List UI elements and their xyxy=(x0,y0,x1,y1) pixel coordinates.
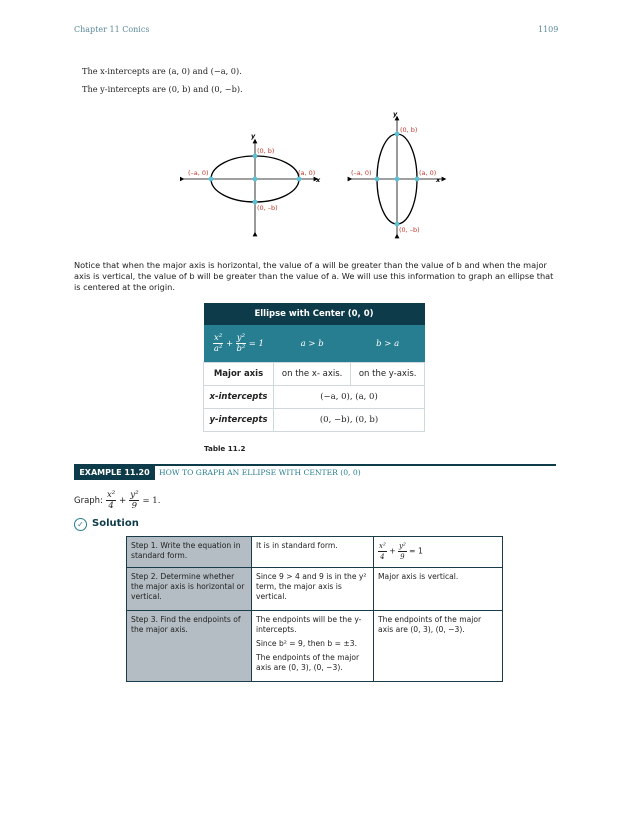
vertical-ellipse-graph xyxy=(350,110,444,236)
top-label: (0, b) xyxy=(400,126,418,134)
table-row: x-intercepts (−a, 0), (a, 0) xyxy=(204,386,425,409)
left-label: (–a, 0) xyxy=(188,169,209,177)
point-right xyxy=(415,177,420,182)
x-axis-label: x xyxy=(436,176,441,184)
x-intercepts-line: The x-intercepts are (a, 0) and (−a, 0). xyxy=(82,66,242,76)
point-top xyxy=(395,132,400,137)
middle-cell: Since 9 > 4 and 9 is in the y² term, the major axis is vertical. xyxy=(252,568,374,611)
example-title: HOW TO GRAPH AN ELLIPSE WITH CENTER (0, 0) xyxy=(159,468,361,477)
right-label: (a, 0) xyxy=(298,169,316,177)
checkmark-icon: ✓ xyxy=(74,518,87,531)
middle-cell: It is in standard form. xyxy=(252,537,374,568)
point-right xyxy=(297,177,302,182)
table-row: y-intercepts (0, −b), (0, b) xyxy=(204,409,425,432)
y-axis-label: y xyxy=(393,110,398,118)
point-left xyxy=(375,177,380,182)
table-caption: Table 11.2 xyxy=(204,444,246,453)
right-cell: Major axis is vertical. xyxy=(374,568,503,611)
top-label: (0, b) xyxy=(257,147,275,155)
right-cell: $\frac{\text{x²}}{4}$ + $\frac{\text{y²}}{9}$ = 1 xyxy=(374,537,503,568)
step-cell: Step 1. Write the equation in standard form. xyxy=(127,537,252,568)
notice-paragraph: Notice that when the major axis is horizontal, the value of a will be greater than the value of b and when the major axis is vertical, the value of b will be greater than the value of a. We will use this information to graph an ellipse that is centered at the origin. xyxy=(74,260,554,293)
y-axis-label: y xyxy=(251,132,256,140)
step-row xyxy=(127,537,503,568)
table-row: Major axis on the x- axis. on the y-axis. xyxy=(204,363,425,386)
example-number: EXAMPLE 11.20 xyxy=(74,466,155,480)
steps-table xyxy=(126,536,503,682)
right-cell: The endpoints of the major axis are (0, 3), (0, −3). xyxy=(374,611,503,682)
y-intercepts-line: The y-intercepts are (0, b) and (0, −b). xyxy=(82,84,243,94)
ellipse-center-table xyxy=(203,303,425,432)
step-cell: Step 2. Determine whether the major axis is horizontal or vertical. xyxy=(127,568,252,611)
table-title: Ellipse with Center (0, 0) xyxy=(204,303,425,325)
step-row xyxy=(127,568,503,611)
step-cell: Step 3. Find the endpoints of the major axis. xyxy=(127,611,252,682)
solution-heading: Solution xyxy=(92,518,139,529)
step-row xyxy=(127,611,503,682)
standard-equation: $\frac{\text{x²}}{\text{a²}}$ + $\frac{\text{y²}}{\text{b²}}$ = 1 xyxy=(204,325,274,363)
point-center xyxy=(395,177,400,182)
horizontal-ellipse-graph xyxy=(182,132,321,234)
middle-cell: The endpoints will be the y-intercepts. Since b² = 9, then b = ±3. The endpoints of the major axis are (0, 3), (0, −3). xyxy=(252,611,374,682)
chapter-title: Chapter 11 Conics xyxy=(74,25,150,34)
left-label: (–a, 0) xyxy=(351,169,372,177)
col-a-gt-b: a > b xyxy=(274,325,351,363)
point-left xyxy=(209,177,214,182)
page-number: 1109 xyxy=(538,25,559,34)
point-center xyxy=(253,177,258,182)
bottom-label: (0, –b) xyxy=(257,204,278,212)
right-label: (a, 0) xyxy=(419,169,437,177)
x-axis-label: x xyxy=(316,176,321,184)
bottom-label: (0, –b) xyxy=(399,226,420,234)
col-b-gt-a: b > a xyxy=(351,325,425,363)
ellipse-figure xyxy=(180,104,450,240)
graph-prompt: Graph: $\frac{\text{x²}}{4}$ + $\frac{\text{y²}}{9}$ = 1. xyxy=(74,490,161,511)
